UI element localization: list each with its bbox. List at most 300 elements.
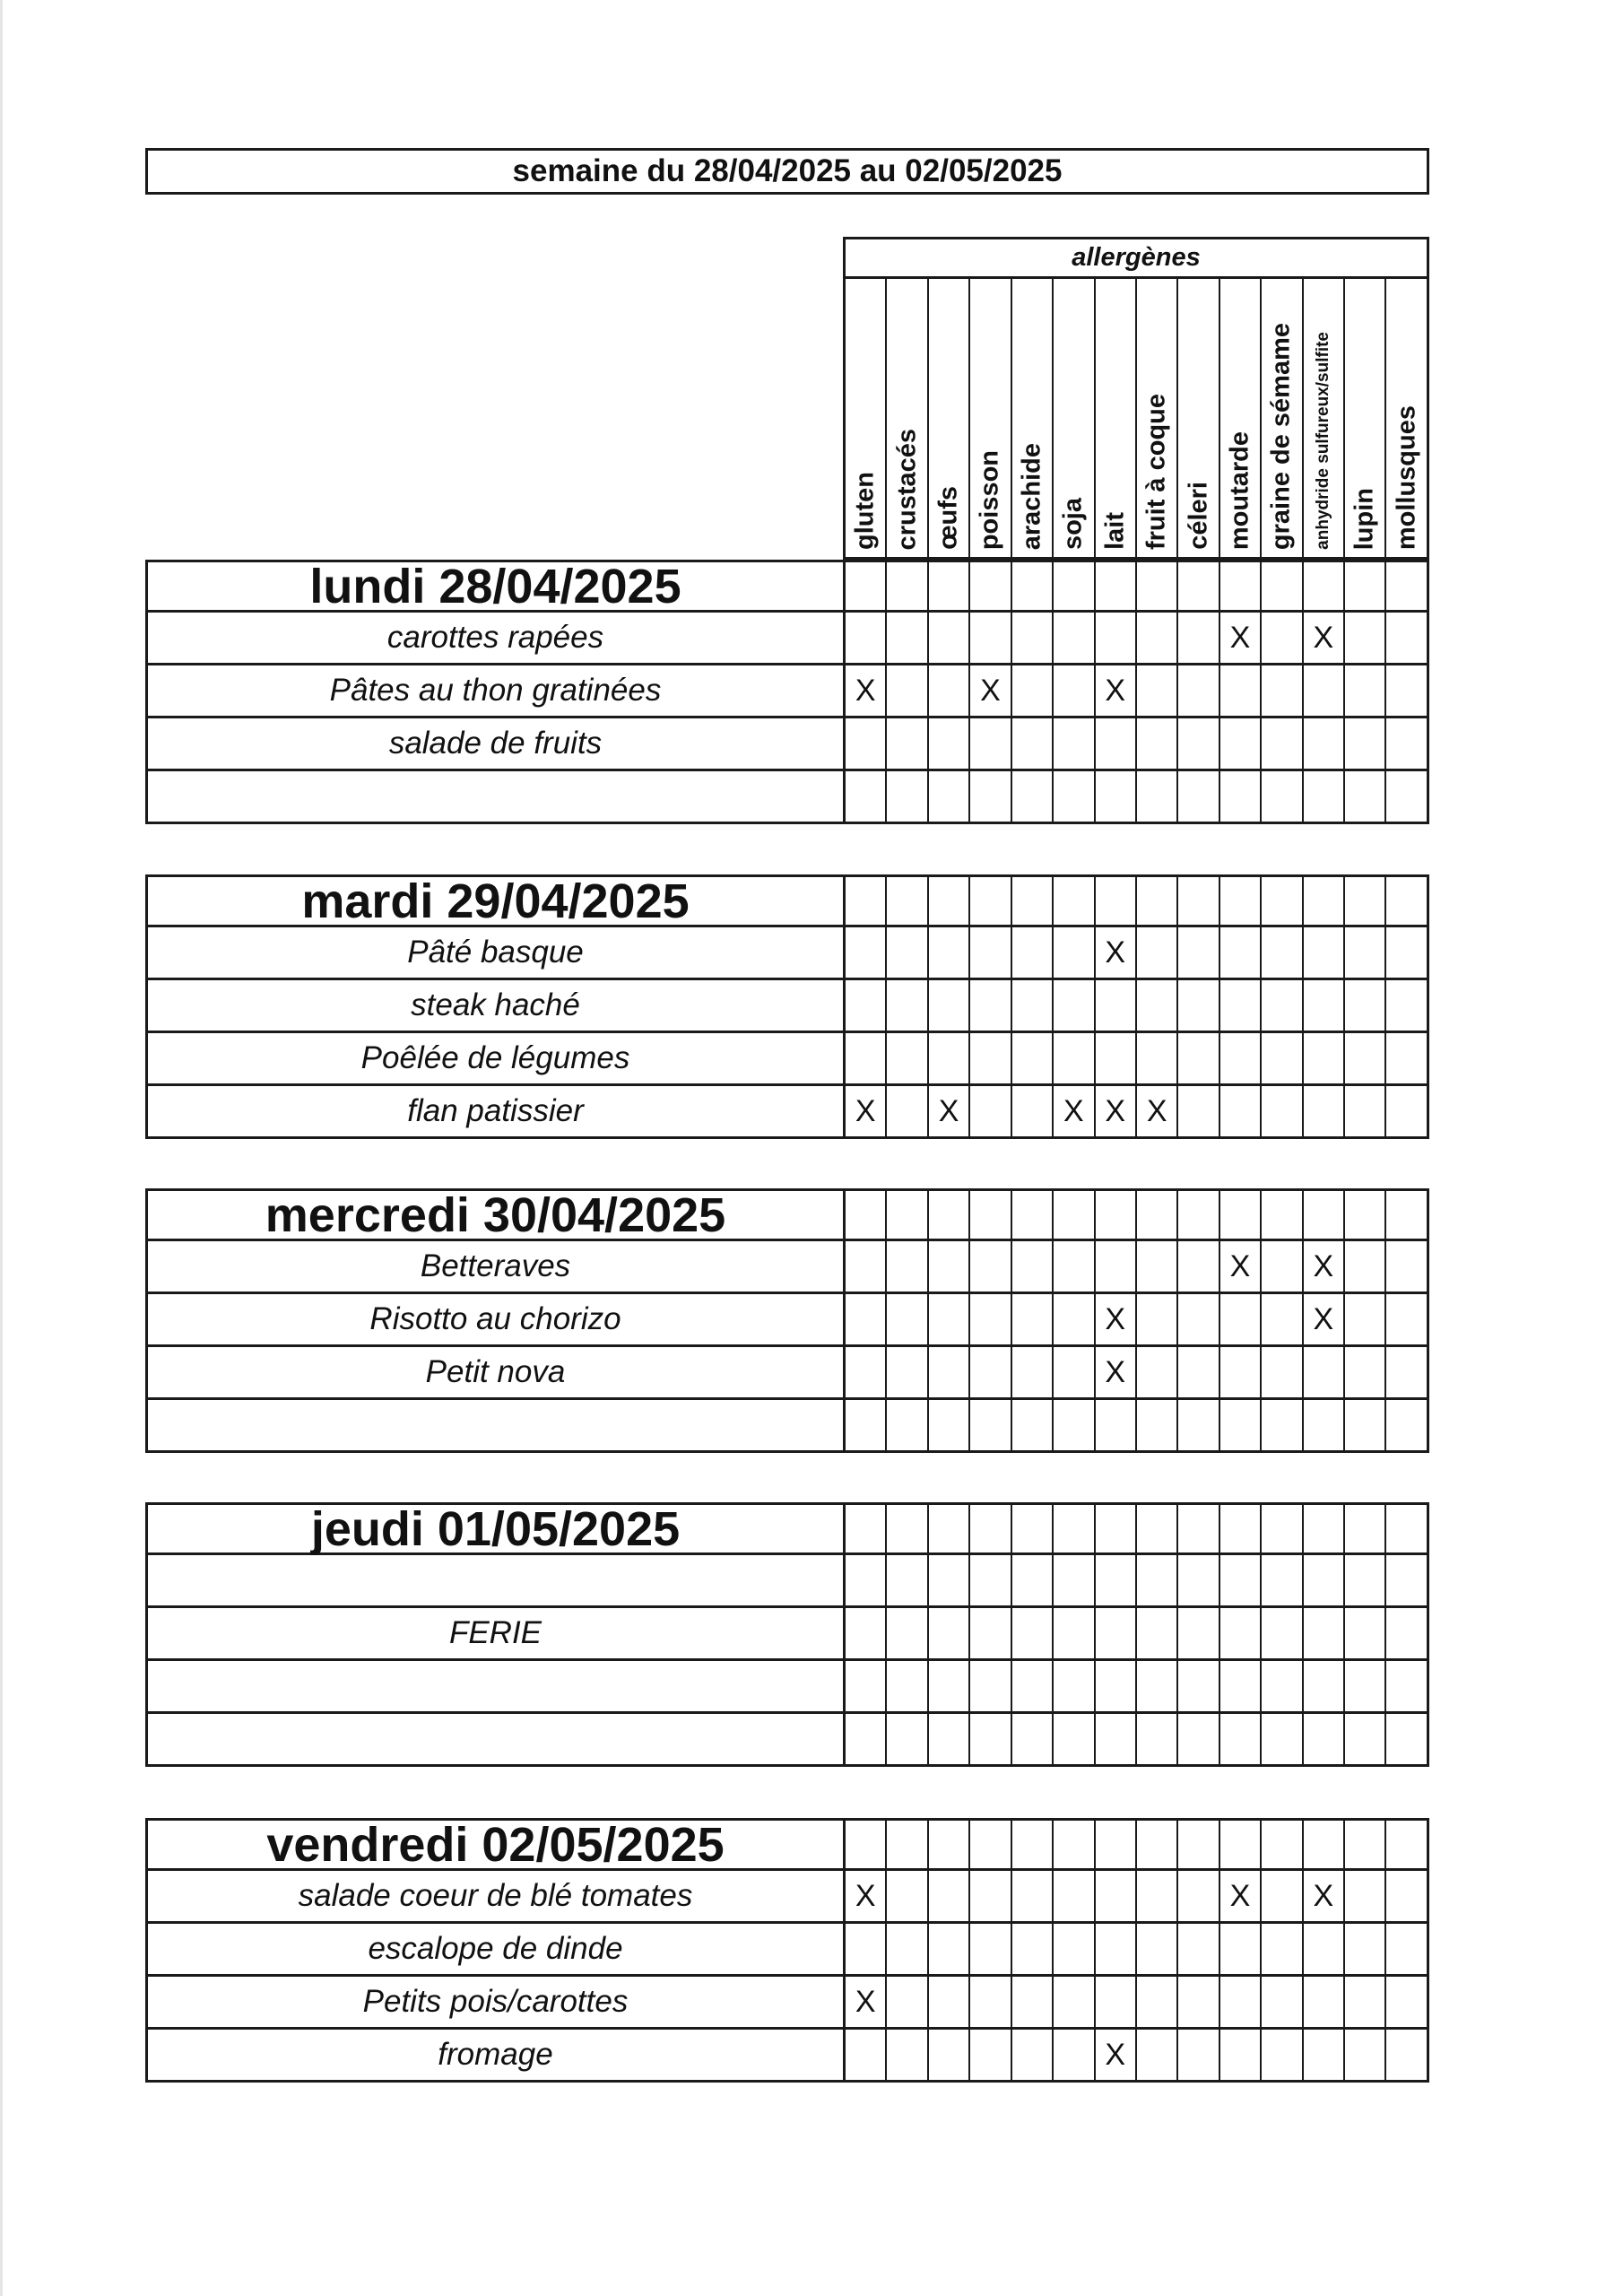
allergen-label: œufs (933, 486, 963, 550)
allergen-cell (1384, 1818, 1426, 1871)
allergen-column (1052, 279, 1093, 557)
allergen-header (843, 237, 1429, 560)
allergen-cell (1219, 1400, 1260, 1453)
allergen-cell (885, 1818, 926, 1871)
dish-row (145, 1294, 1429, 1347)
allergen-cell (1343, 1294, 1384, 1347)
allergen-cell (1260, 874, 1301, 927)
allergen-cell (1011, 1188, 1052, 1241)
allergen-cell (1011, 1033, 1052, 1086)
allergen-cell (1176, 1661, 1218, 1714)
allergen-cell (846, 718, 885, 771)
allergen-cell (1094, 980, 1135, 1033)
allergen-cell (1302, 718, 1343, 771)
allergen-cell (885, 560, 926, 613)
allergen-label: anhydride sulfureux/sulfite (1313, 332, 1332, 550)
allergen-cell (1302, 1502, 1343, 1555)
allergen-cell (1176, 1347, 1218, 1400)
allergen-cell (846, 1347, 885, 1400)
allergen-cell (885, 1188, 926, 1241)
allergen-cell (927, 1086, 968, 1139)
allergen-cell (1094, 1294, 1135, 1347)
allergen-cell (927, 1608, 968, 1661)
allergen-cell (846, 980, 885, 1033)
allergen-cell (1302, 1241, 1343, 1294)
allergen-cell (1343, 718, 1384, 771)
allergen-cell (1219, 980, 1260, 1033)
allergen-cell (1302, 560, 1343, 613)
dish-name: Pâtes au thon gratinées (145, 665, 843, 718)
allergen-cell (1219, 874, 1260, 927)
allergen-column-labels (846, 279, 1427, 557)
dish-row (145, 613, 1429, 665)
allergen-cell (846, 1661, 885, 1714)
allergen-cell (1011, 2030, 1052, 2083)
allergen-cell (1176, 1608, 1218, 1661)
allergen-cell (1219, 1818, 1260, 1871)
allergen-cell (1052, 1924, 1093, 1977)
allergen-cell (1302, 1347, 1343, 1400)
dish-name: carottes rapées (145, 613, 843, 665)
allergen-cell (1260, 1347, 1301, 1400)
allergen-cell (1219, 1347, 1260, 1400)
dish-row (145, 1347, 1429, 1400)
allergen-cell (1135, 1086, 1176, 1139)
allergen-cell (846, 1294, 885, 1347)
allergen-cell (885, 613, 926, 665)
allergen-cell (1384, 1086, 1426, 1139)
allergen-grid (843, 1871, 1429, 1924)
allergen-mark: X (938, 1093, 959, 1128)
dish-name: Petit nova (145, 1347, 843, 1400)
allergen-mark: X (1229, 1878, 1251, 1913)
allergen-column (1176, 279, 1218, 557)
allergen-cell (927, 1977, 968, 2030)
allergen-cell (1260, 1714, 1301, 1767)
allergen-mark: X (1105, 1301, 1126, 1336)
allergen-cell (1094, 1502, 1135, 1555)
allergen-cell (1302, 1608, 1343, 1661)
allergen-cell (1260, 1241, 1301, 1294)
allergen-cell (1052, 980, 1093, 1033)
allergen-cell (968, 718, 1010, 771)
allergen-label: poisson (975, 449, 1004, 550)
allergen-cell (1260, 1661, 1301, 1714)
dish-name: Petits pois/carottes (145, 1977, 843, 2030)
allergen-cell (1011, 1608, 1052, 1661)
allergen-cell (1302, 1188, 1343, 1241)
allergen-cell (1343, 1400, 1384, 1453)
allergen-cell (1302, 1818, 1343, 1871)
allergen-cell (1302, 1871, 1343, 1924)
allergen-cell (846, 1871, 885, 1924)
allergen-cell (1343, 980, 1384, 1033)
allergen-cell (1384, 2030, 1426, 2083)
allergen-cell (885, 771, 926, 824)
allergen-cell (885, 1555, 926, 1608)
allergen-cell (846, 771, 885, 824)
allergen-cell (1135, 1608, 1176, 1661)
allergen-cell (1302, 1294, 1343, 1347)
allergen-cell (927, 1555, 968, 1608)
allergen-cell (1343, 1555, 1384, 1608)
allergen-mark: X (1105, 935, 1126, 970)
allergen-cell (1260, 613, 1301, 665)
allergen-grid (843, 771, 1429, 824)
allergen-label: gluten (850, 472, 880, 550)
allergen-grid (843, 1661, 1429, 1714)
allergen-label: graine de sémame (1266, 322, 1296, 550)
allergen-cell (1219, 1661, 1260, 1714)
allergen-cell (927, 1400, 968, 1453)
allergen-label: soja (1058, 497, 1088, 550)
allergen-cell (885, 2030, 926, 2083)
allergen-cell (1260, 1294, 1301, 1347)
dish-row (145, 1977, 1429, 2030)
allergen-mark: X (855, 1878, 876, 1913)
day-block (145, 560, 1429, 824)
allergen-cell (846, 1924, 885, 1977)
allergen-cell (1135, 1347, 1176, 1400)
allergen-grid (843, 927, 1429, 980)
allergen-grid (843, 1977, 1429, 2030)
dish-row (145, 1033, 1429, 1086)
allergen-label: arachide (1017, 442, 1046, 550)
dish-row (145, 1714, 1429, 1767)
allergen-grid (843, 1502, 1429, 1555)
allergen-cell (1343, 1818, 1384, 1871)
allergen-cell (1052, 560, 1093, 613)
allergen-cell (1384, 1924, 1426, 1977)
allergen-cell (1052, 2030, 1093, 2083)
allergen-cell (1094, 1188, 1135, 1241)
allergen-cell (1094, 2030, 1135, 2083)
allergen-cell (1343, 1188, 1384, 1241)
allergen-cell (1384, 980, 1426, 1033)
allergen-cell (1011, 1241, 1052, 1294)
allergen-cell (968, 1400, 1010, 1453)
allergen-cell (1343, 613, 1384, 665)
allergen-cell (968, 874, 1010, 927)
allergen-column (1219, 279, 1260, 557)
dish-name: Pâté basque (145, 927, 843, 980)
allergen-cell (846, 1086, 885, 1139)
allergen-cell (1011, 1294, 1052, 1347)
allergen-cell (1176, 1924, 1218, 1977)
day-block (145, 1188, 1429, 1453)
allergen-cell (1052, 613, 1093, 665)
allergen-cell (968, 1818, 1010, 1871)
allergen-cell (885, 1086, 926, 1139)
allergen-cell (1135, 927, 1176, 980)
allergen-cell (1302, 771, 1343, 824)
allergen-cell (1302, 874, 1343, 927)
allergen-cell (968, 1661, 1010, 1714)
allergen-cell (1094, 718, 1135, 771)
allergen-cell (1384, 874, 1426, 927)
allergen-cell (846, 1714, 885, 1767)
day-title: mardi 29/04/2025 (145, 874, 843, 927)
allergen-cell (885, 1714, 926, 1767)
allergen-cell (885, 1608, 926, 1661)
allergen-mark: X (1229, 620, 1251, 655)
allergen-cell (1260, 1608, 1301, 1661)
allergen-cell (1052, 1033, 1093, 1086)
allergen-cell (1176, 613, 1218, 665)
allergen-cell (1176, 1033, 1218, 1086)
dish-row (145, 980, 1429, 1033)
allergen-cell (1135, 980, 1176, 1033)
allergen-cell (1052, 771, 1093, 824)
allergen-cell (1094, 874, 1135, 927)
allergen-cell (927, 1241, 968, 1294)
allergen-cell (1176, 718, 1218, 771)
allergen-cell (927, 1294, 968, 1347)
allergen-column (1302, 279, 1343, 557)
allergen-cell (1135, 1033, 1176, 1086)
allergen-label: céleri (1184, 482, 1213, 550)
allergen-cell (885, 1502, 926, 1555)
allergen-cell (1135, 718, 1176, 771)
allergen-cell (1302, 1086, 1343, 1139)
allergen-label: lupin (1350, 487, 1379, 550)
allergen-cell (1384, 1608, 1426, 1661)
allergen-cell (927, 560, 968, 613)
allergen-cell (1135, 1294, 1176, 1347)
allergen-cell (1302, 2030, 1343, 2083)
allergen-cell (968, 1347, 1010, 1400)
day-title: jeudi 01/05/2025 (145, 1502, 843, 1555)
allergen-cell (1176, 1188, 1218, 1241)
allergen-grid (843, 1818, 1429, 1871)
allergen-mark: X (1313, 1878, 1334, 1913)
allergen-mark: X (1105, 2037, 1126, 2072)
allergen-cell (1302, 980, 1343, 1033)
dish-row (145, 1608, 1429, 1661)
allergen-cell (885, 927, 926, 980)
allergen-cell (1176, 1977, 1218, 2030)
allergen-cell (1176, 927, 1218, 980)
allergen-cell (1176, 560, 1218, 613)
allergen-cell (1343, 1347, 1384, 1400)
allergen-cell (1176, 1400, 1218, 1453)
allergen-cell (1260, 560, 1301, 613)
page-edge (0, 0, 3, 2296)
allergen-grid (843, 1294, 1429, 1347)
allergen-cell (846, 1241, 885, 1294)
allergen-cell (1260, 1555, 1301, 1608)
allergen-cell (1343, 771, 1384, 824)
dish-name: Betteraves (145, 1241, 843, 1294)
allergen-cell (1302, 1924, 1343, 1977)
allergen-cell (1260, 1818, 1301, 1871)
allergen-cell (1094, 1661, 1135, 1714)
allergen-cell (1011, 1086, 1052, 1139)
allergen-label: mollusques (1392, 404, 1421, 550)
allergen-cell (1135, 1188, 1176, 1241)
day-block (145, 1818, 1429, 2083)
allergen-cell (1384, 1871, 1426, 1924)
day-header-row (145, 874, 1429, 927)
dish-name (145, 1714, 843, 1767)
allergen-column (885, 279, 926, 557)
allergen-cell (1384, 1400, 1426, 1453)
allergen-cell (1384, 718, 1426, 771)
day-header-row (145, 1188, 1429, 1241)
allergen-mark: X (1105, 1354, 1126, 1389)
allergen-cell (1052, 1086, 1093, 1139)
allergen-cell (1176, 1241, 1218, 1294)
allergen-cell (885, 1661, 926, 1714)
allergen-cell (1260, 2030, 1301, 2083)
allergen-cell (1135, 665, 1176, 718)
allergen-cell (1260, 927, 1301, 980)
allergen-cell (1343, 1033, 1384, 1086)
allergen-cell (846, 665, 885, 718)
day-title: mercredi 30/04/2025 (145, 1188, 843, 1241)
allergen-cell (968, 980, 1010, 1033)
allergen-cell (1384, 1033, 1426, 1086)
allergen-cell (1052, 1714, 1093, 1767)
allergen-cell (1094, 1241, 1135, 1294)
allergen-cell (968, 1608, 1010, 1661)
allergen-cell (1260, 1871, 1301, 1924)
day-header-row (145, 1502, 1429, 1555)
allergen-cell (1011, 1502, 1052, 1555)
allergen-cell (968, 771, 1010, 824)
allergen-grid (843, 560, 1429, 613)
allergen-cell (1384, 1188, 1426, 1241)
allergen-cell (1135, 1818, 1176, 1871)
allergen-cell (1260, 1086, 1301, 1139)
allergen-cell (1343, 1608, 1384, 1661)
allergen-column (927, 279, 968, 557)
allergen-cell (1384, 1555, 1426, 1608)
allergen-cell (1011, 1818, 1052, 1871)
allergen-cell (1384, 1294, 1426, 1347)
allergen-cell (1052, 1294, 1093, 1347)
allergen-cell (1384, 771, 1426, 824)
allergen-grid (843, 1086, 1429, 1139)
allergen-mark: X (855, 1984, 876, 2019)
allergen-cell (1011, 1871, 1052, 1924)
allergen-cell (1052, 927, 1093, 980)
allergen-label: lait (1100, 512, 1130, 550)
allergen-cell (927, 2030, 968, 2083)
allergen-cell (1094, 1400, 1135, 1453)
dish-name: salade coeur de blé tomates (145, 1871, 843, 1924)
dish-row (145, 1086, 1429, 1139)
allergen-cell (1260, 980, 1301, 1033)
allergen-cell (1176, 1294, 1218, 1347)
allergen-cell (1384, 927, 1426, 980)
allergen-cell (1176, 1502, 1218, 1555)
allergen-cell (1011, 613, 1052, 665)
allergen-mark: X (980, 673, 1001, 708)
allergen-cell (1176, 2030, 1218, 2083)
allergen-cell (968, 1241, 1010, 1294)
allergen-cell (1302, 927, 1343, 980)
allergen-cell (1219, 1924, 1260, 1977)
allergen-cell (846, 2030, 885, 2083)
allergen-cell (1094, 1714, 1135, 1767)
allergen-cell (1011, 1661, 1052, 1714)
allergen-cell (1135, 1555, 1176, 1608)
allergen-cell (1219, 560, 1260, 613)
day-header-row (145, 1818, 1429, 1871)
allergen-cell (1176, 980, 1218, 1033)
allergen-grid (843, 1714, 1429, 1767)
allergen-cell (927, 1871, 968, 1924)
allergen-cell (1094, 1608, 1135, 1661)
allergen-cell (968, 2030, 1010, 2083)
allergen-cell (1219, 1977, 1260, 2030)
allergen-grid (843, 1400, 1429, 1453)
allergen-mark: X (855, 673, 876, 708)
allergen-cell (1094, 1871, 1135, 1924)
allergen-cell (927, 718, 968, 771)
dish-name: escalope de dinde (145, 1924, 843, 1977)
allergen-cell (1135, 1241, 1176, 1294)
dish-name: salade de fruits (145, 718, 843, 771)
allergen-cell (885, 1241, 926, 1294)
allergen-cell (1135, 2030, 1176, 2083)
allergen-cell (1011, 1555, 1052, 1608)
allergen-cell (927, 1924, 968, 1977)
allergen-cell (927, 771, 968, 824)
allergen-cell (885, 1871, 926, 1924)
allergen-grid (843, 718, 1429, 771)
allergen-cell (927, 1714, 968, 1767)
allergen-cell (1384, 560, 1426, 613)
allergen-cell (1384, 1347, 1426, 1400)
allergen-cell (1260, 1502, 1301, 1555)
allergen-cell (1011, 980, 1052, 1033)
allergen-column (846, 279, 885, 557)
allergen-cell (885, 1033, 926, 1086)
allergen-cell (846, 1977, 885, 2030)
dish-name (145, 1661, 843, 1714)
allergen-cell (968, 1924, 1010, 1977)
allergen-cell (1302, 1661, 1343, 1714)
day-block (145, 874, 1429, 1139)
allergen-cell (1384, 1977, 1426, 2030)
allergen-cell (1094, 1818, 1135, 1871)
allergen-cell (1052, 1555, 1093, 1608)
allergen-cell (1094, 1033, 1135, 1086)
allergen-label: fruit à coque (1141, 393, 1171, 550)
allergen-cell (846, 1188, 885, 1241)
allergen-cell (1219, 1871, 1260, 1924)
allergen-cell (1343, 665, 1384, 718)
allergen-label: crustacés (892, 428, 922, 550)
allergen-cell (968, 1086, 1010, 1139)
allergen-cell (1260, 1400, 1301, 1453)
allergen-cell (1135, 874, 1176, 927)
dish-row (145, 1241, 1429, 1294)
allergen-cell (968, 1871, 1010, 1924)
allergen-cell (1135, 1400, 1176, 1453)
allergen-cell (1011, 1400, 1052, 1453)
allergen-cell (1343, 1502, 1384, 1555)
allergen-column (968, 279, 1010, 557)
allergen-mark: X (1313, 620, 1334, 655)
allergen-cell (885, 1347, 926, 1400)
allergen-cell (1260, 718, 1301, 771)
allergen-cell (1052, 874, 1093, 927)
allergen-cell (1052, 1977, 1093, 2030)
week-title: semaine du 28/04/2025 au 02/05/2025 (145, 148, 1429, 195)
